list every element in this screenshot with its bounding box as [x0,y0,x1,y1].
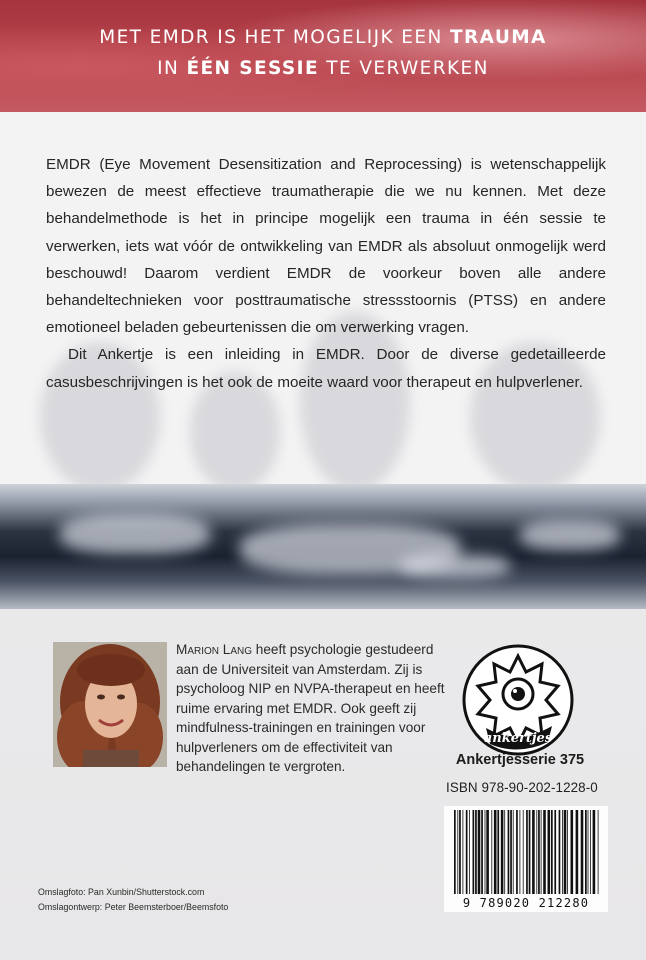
barcode-bar [526,810,528,894]
author-bio: Marion Lang heeft psychologie gestudeerd aan de Universiteit van Amsterdam. Zij is psycholoog NIP en NVPA-therapeut en heeft ruime ervaring met EMDR. Ook geeft zij mindfulness-trainingen en trainingen voor hulpverleners om de effectiviteit van behandelingen te vergroten. [176,642,445,774]
cover-credits [38,886,245,915]
barcode-bar [536,810,537,894]
barcode-bar [559,810,561,894]
barcode-bar [494,810,497,894]
barcode-bar [504,810,505,894]
blur-shape [520,520,620,550]
author-photo [53,642,167,767]
blur-shape [60,514,210,554]
barcode-bar [475,810,477,894]
barcode-bar [510,810,512,894]
photo-credit: Omslagfoto: Pan Xunbin/Shutterstock.com [38,887,205,898]
description-paragraph-2: Dit Ankertje is een inleiding in EMDR. Door de diverse gedetailleerde casusbeschrijvingen is het ook de moeite waard voor therapeut en hulpverlener. [46,346,606,391]
barcode-bar [562,810,563,894]
barcode-bar [481,810,483,894]
barcode-bar [497,810,499,894]
barcode-bar [564,810,567,894]
barcode-bar [576,810,579,894]
barcode-bar [541,810,542,894]
author-name: Marion Lang [176,642,253,657]
barcode-bars [452,810,600,898]
barcode [444,806,608,912]
barcode-bar [538,810,540,894]
barcode-bar [463,810,464,894]
barcode-bar [454,810,456,894]
barcode-bar [459,810,461,894]
barcode-bar [571,810,574,894]
barcode-bar [508,810,510,894]
barcode-bar [491,810,492,894]
barcode-bar [532,810,535,894]
barcode-bar [469,810,470,894]
barcode-bar [486,810,489,894]
barcode-bar [593,810,596,894]
barcode-bar [598,810,599,894]
barcode-bar [457,810,458,894]
banner-emphasis-sessie: ÉÉN SESSIE [186,58,319,79]
barcode-bar [581,810,584,894]
barcode-bar [590,810,591,894]
barcode-bar [554,810,556,894]
barcode-digits: 9 789020 212280 [462,896,590,910]
barcode-bar [543,810,546,894]
barcode-bar [478,810,481,894]
barcode-bar [473,810,475,894]
barcode-bar [588,810,589,894]
barcode-bar [548,810,551,894]
barcode-bar [551,810,553,894]
barcode-bar [523,810,524,894]
author-portrait-icon [53,642,167,767]
barcode-bar [516,810,518,894]
description-paragraph-1: EMDR (Eye Movement Desensitization and Reprocessing) is wetenschappelijk bewezen de meest effectieve traumatherapie die we nu kennen. Met deze behandelmethode is het in principe mogelijk een trauma in één sessie te verwerken, iets wat vóór de ontwikkeling van EMDR als absoluut onmogelijk werd beschouwd! Daarom verdient EMDR de voorkeur boven alle andere behandeltechnieken voor posttraumatische stressstoornis (PTSS) en andere emotioneel beladen gebeurtenissen die om verwerking vragen. [46,156,606,337]
description [46,151,606,396]
barcode-bar [485,810,486,894]
series-label: Ankertjesserie 375 [455,752,585,768]
banner-line-2: IN ÉÉN SESSIE TE VERWERKEN [157,58,489,79]
blur-shape [400,554,510,578]
barcode-bar [567,810,568,894]
banner-emphasis-trauma: TRAUMA [450,27,547,48]
barcode-bar [529,810,531,894]
ankertjes-logo [460,642,576,758]
ankertjes-logo-icon [460,642,576,758]
logo-text: ankertjes [483,731,553,746]
banner-line-1: MET EMDR IS HET MOGELIJK EEN TRAUMA [99,27,547,48]
top-banner [0,0,646,112]
barcode-bar [513,810,514,894]
design-credit: Omslagontwerp: Peter Beemsterboer/Beemsfoto [38,901,229,913]
barcode-bar [585,810,587,894]
isbn: ISBN 978-90-202-1228-0 [446,780,598,795]
barcode-bar [520,810,521,894]
barcode-bar [501,810,504,894]
barcode-bar [466,810,468,894]
motion-blur-photo [0,484,646,609]
